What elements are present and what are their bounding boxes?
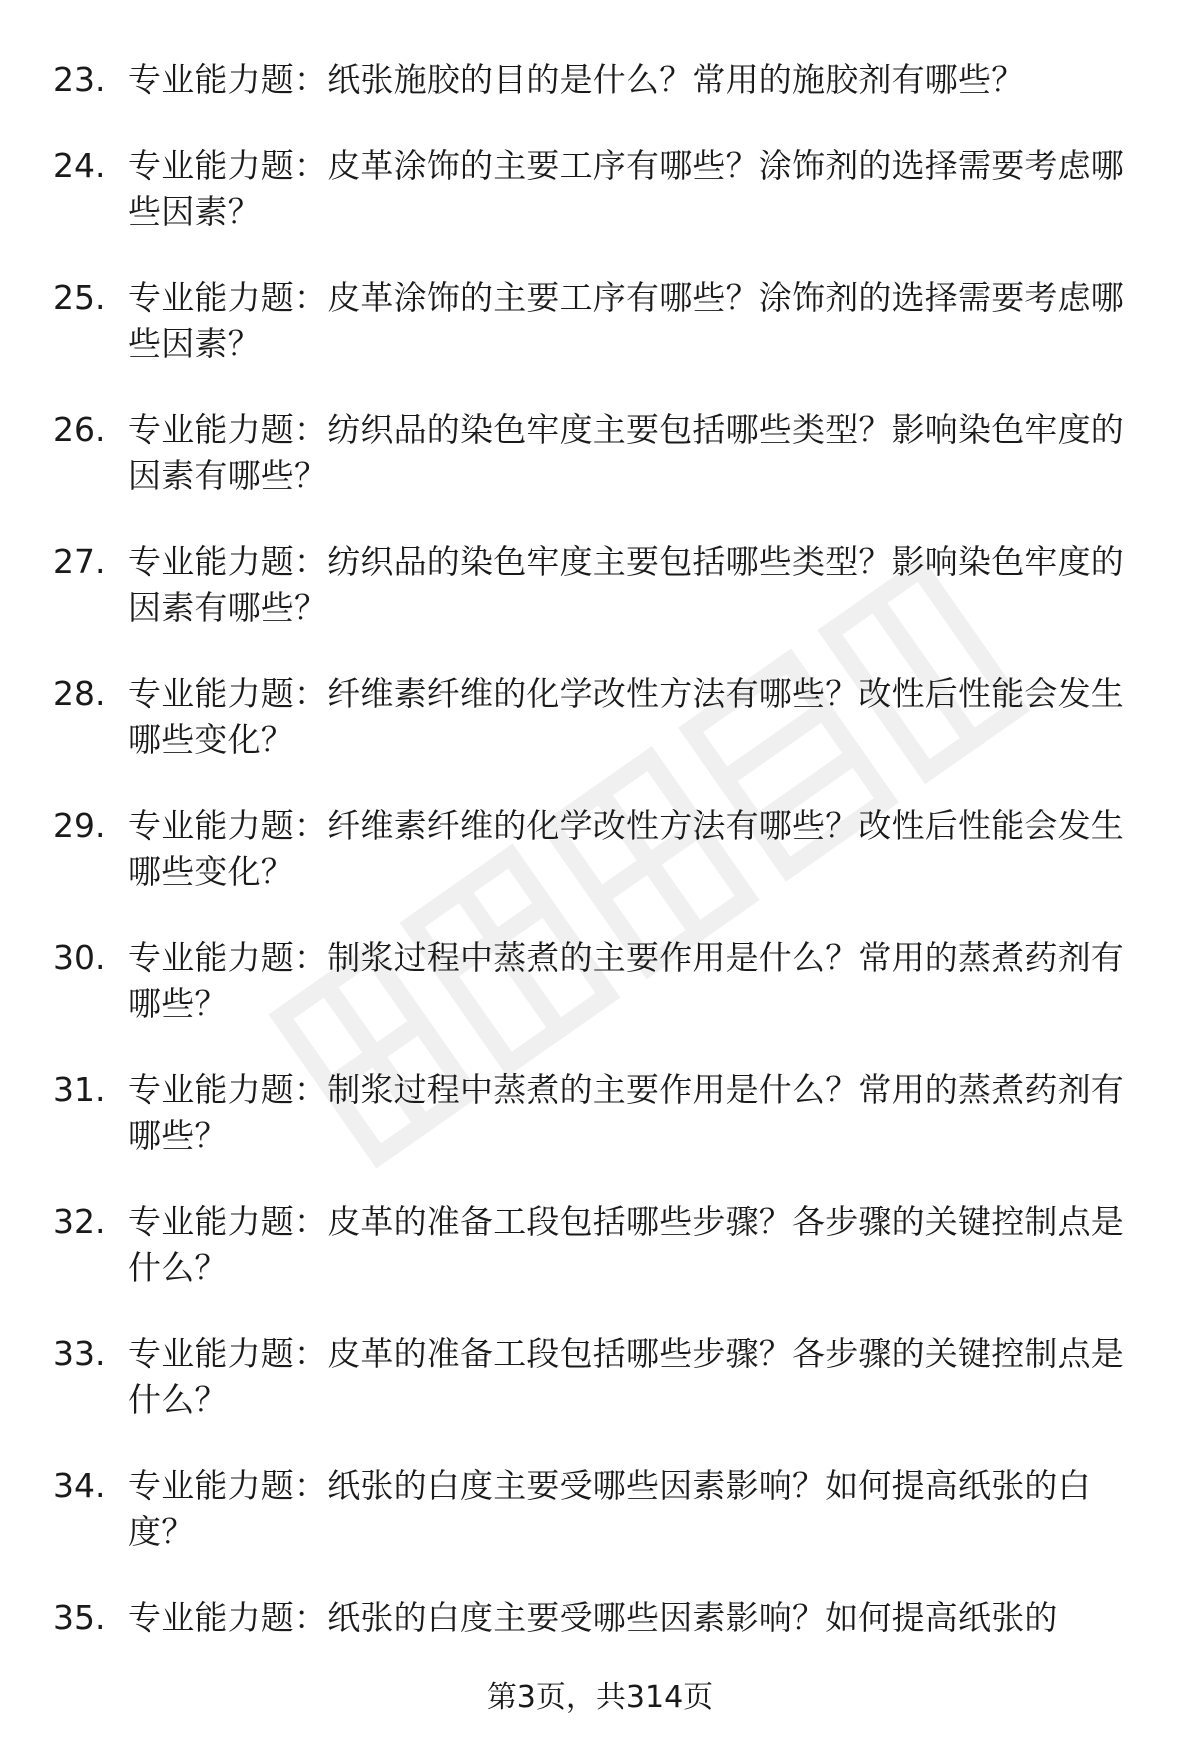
question-item xyxy=(0,671,1200,763)
question-number: 33. xyxy=(53,1334,106,1373)
question-number: 25. xyxy=(53,278,106,317)
question-number: 26. xyxy=(53,410,106,449)
question-item xyxy=(0,275,1200,367)
question-item xyxy=(0,539,1200,631)
question-number: 30. xyxy=(53,938,106,977)
question-item xyxy=(0,1199,1200,1291)
question-text: 专业能力题：皮革涂饰的主要工序有哪些？涂饰剂的选择需要考虑哪些因素？ xyxy=(128,146,1124,231)
question-text: 专业能力题：皮革涂饰的主要工序有哪些？涂饰剂的选择需要考虑哪些因素？ xyxy=(128,278,1124,363)
question-item xyxy=(0,1595,1200,1641)
question-text: 专业能力题：纤维素纤维的化学改性方法有哪些？改性后性能会发生哪些变化？ xyxy=(128,806,1124,891)
question-number: 28. xyxy=(53,674,106,713)
question-number: 27. xyxy=(53,542,106,581)
question-item xyxy=(0,1331,1200,1423)
question-text: 专业能力题：皮革的准备工段包括哪些步骤？各步骤的关键控制点是什么？ xyxy=(128,1202,1124,1287)
question-number: 23. xyxy=(53,60,106,99)
question-item xyxy=(0,57,1200,103)
question-item xyxy=(0,143,1200,235)
question-list xyxy=(0,57,1200,1681)
question-number: 24. xyxy=(53,146,106,185)
question-number: 35. xyxy=(53,1598,106,1637)
question-text: 专业能力题：制浆过程中蒸煮的主要作用是什么？常用的蒸煮药剂有哪些？ xyxy=(128,1070,1124,1155)
question-item xyxy=(0,1067,1200,1159)
question-text: 专业能力题：皮革的准备工段包括哪些步骤？各步骤的关键控制点是什么？ xyxy=(128,1334,1124,1419)
page-footer: 第3页，共314页 xyxy=(486,1680,714,1715)
question-text: 专业能力题：纸张施胶的目的是什么？常用的施胶剂有哪些？ xyxy=(128,60,1025,99)
question-item xyxy=(0,803,1200,895)
question-item xyxy=(0,1463,1200,1555)
question-text: 专业能力题：纸张的白度主要受哪些因素影响？如何提高纸张的白度？ xyxy=(128,1466,1091,1551)
question-number: 32. xyxy=(53,1202,106,1241)
question-text: 专业能力题：纺织品的染色牢度主要包括哪些类型？影响染色牢度的因素有哪些？ xyxy=(128,542,1124,627)
question-text: 专业能力题：纸张的白度主要受哪些因素影响？如何提高纸张的 xyxy=(128,1598,1058,1637)
question-text: 专业能力题：纺织品的染色牢度主要包括哪些类型？影响染色牢度的因素有哪些？ xyxy=(128,410,1124,495)
question-number: 29. xyxy=(53,806,106,845)
question-item xyxy=(0,935,1200,1027)
question-text: 专业能力题：纤维素纤维的化学改性方法有哪些？改性后性能会发生哪些变化？ xyxy=(128,674,1124,759)
question-number: 34. xyxy=(53,1466,106,1505)
question-item xyxy=(0,407,1200,499)
question-text: 专业能力题：制浆过程中蒸煮的主要作用是什么？常用的蒸煮药剂有哪些？ xyxy=(128,938,1124,1023)
question-number: 31. xyxy=(53,1070,106,1109)
